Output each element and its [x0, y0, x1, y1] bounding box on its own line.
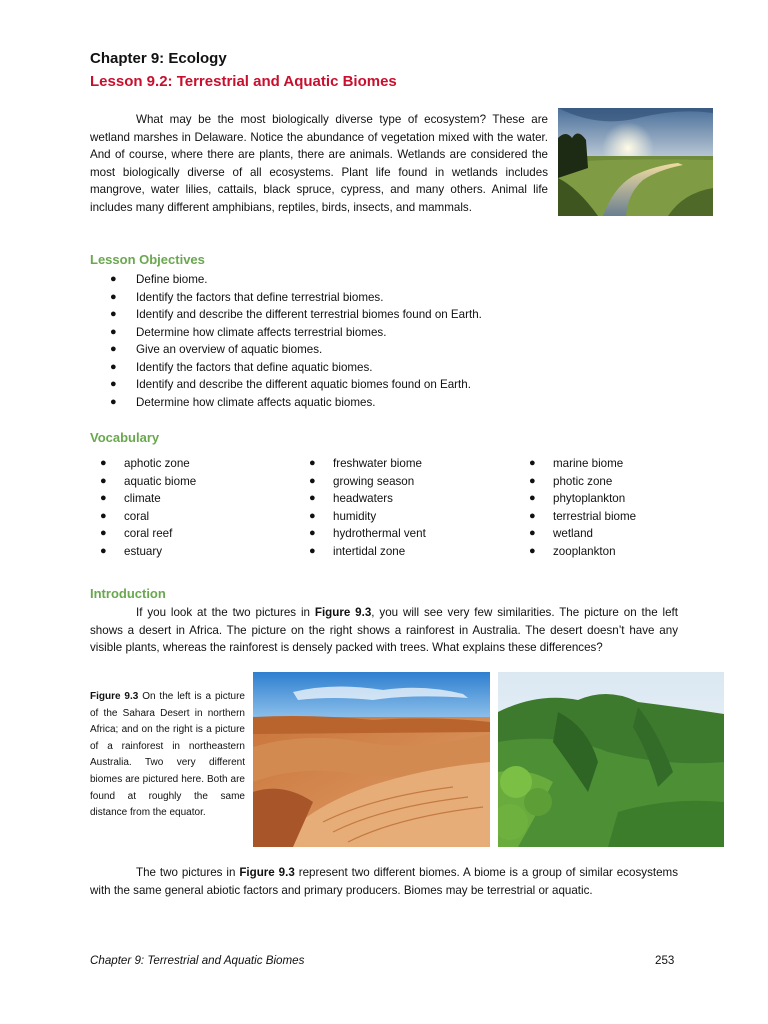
objectives-list — [110, 271, 482, 411]
vocabulary-column-2 — [309, 455, 426, 561]
rainforest-photo — [498, 672, 724, 847]
vocab-term: ● photic zone — [529, 474, 613, 488]
vocab-term: ● coral reef — [100, 527, 173, 541]
vocabulary-column-1 — [100, 455, 196, 561]
objectives-heading: Lesson Objectives — [90, 252, 205, 267]
vocab-term: ● coral — [100, 509, 150, 523]
list-item: ● Determine how climate affects aquatic biomes. — [110, 395, 376, 409]
vocab-term: ● aquatic biome — [100, 474, 197, 488]
list-item: ● Identify and describe the different terrestrial biomes found on Earth. — [110, 308, 482, 321]
vocab-term: ● zooplankton — [529, 544, 616, 558]
vocab-term: ● intertidal zone — [309, 544, 406, 558]
list-item: ● Define biome. — [110, 273, 208, 286]
lesson-title: Lesson 9.2: Terrestrial and Aquatic Biomes — [90, 73, 397, 90]
biome-paragraph: The two pictures in Figure 9.3 represent two different biomes. A biome is a group of similar ecosystems with the same general abiotic factors and primary producers. Biomes may be terrestrial or aquatic. — [90, 866, 678, 897]
figure-label: Figure 9.3 — [90, 691, 139, 702]
list-item: ● Identify the factors that define terrestrial biomes. — [110, 290, 384, 304]
wetland-photo — [558, 108, 713, 216]
vocabulary-heading: Vocabulary — [90, 430, 160, 445]
vocab-term: ● wetland — [529, 527, 593, 541]
vocab-term: ● estuary — [100, 544, 163, 558]
figure-caption: Figure 9.3 On the left is a picture of the Sahara Desert in northern Africa; and on the right is a picture of a rainforest in northeastern Australia. Two very different biomes are pictured here. Both are found at roughly the same distance from the equator. — [90, 691, 245, 819]
intro-paragraph: What may be the most biologically diverse type of ecosystem? These are wetland marshes in Delaware. Notice the abundance of vegetation mixed with the water. And of course, where there are plants, there are animals. Wetlands are considered the most biologically diverse of all ecosystems. Plant life found in wetlands includes mangrove, water lilies, cattails, black spruce, cypress, and many others. Animal life includes many different amphibians, reptiles, birds, insects, and mammals. — [90, 113, 548, 214]
list-item: ● Identify and describe the different aquatic biomes found on Earth. — [110, 378, 471, 391]
introduction-paragraph: If you look at the two pictures in Figure 9.3, you will see very few similarities. The picture on the left shows a desert in Africa. The picture on the right shows a rainforest in Australia. The desert doesn’t have any visible plants, whereas the rainforest is densely packed with trees. What explains these differences? — [90, 606, 678, 655]
vocabulary-column-3 — [529, 455, 636, 561]
vocab-term: ● headwaters — [309, 492, 393, 506]
vocab-term: ● freshwater biome — [309, 457, 422, 470]
vocab-term: ● growing season — [309, 474, 415, 488]
footer-chapter-title: Chapter 9: Terrestrial and Aquatic Biomes — [90, 954, 305, 967]
figure-reference: Figure 9.3 — [314, 606, 372, 619]
list-item: ● Identify the factors that define aquatic biomes. — [110, 360, 373, 374]
figure-reference: Figure 9.3 — [239, 866, 295, 879]
vocab-term: ● humidity — [309, 509, 377, 523]
list-item: ● Determine how climate affects terrestrial biomes. — [110, 325, 387, 339]
chapter-title: Chapter 9: Ecology — [90, 50, 227, 67]
introduction-heading: Introduction — [90, 586, 166, 601]
vocab-term: ● aphotic zone — [100, 457, 190, 470]
vocab-term: ● terrestrial biome — [529, 509, 637, 523]
list-item: ● Give an overview of aquatic biomes. — [110, 343, 323, 356]
vocab-term: ● hydrothermal vent — [309, 527, 426, 541]
vocab-term: ● climate — [100, 492, 161, 506]
desert-photo — [253, 672, 490, 847]
vocab-term: ● phytoplankton — [529, 492, 626, 506]
vocab-term: ● marine biome — [529, 457, 624, 470]
page-number: 253 — [655, 954, 675, 967]
